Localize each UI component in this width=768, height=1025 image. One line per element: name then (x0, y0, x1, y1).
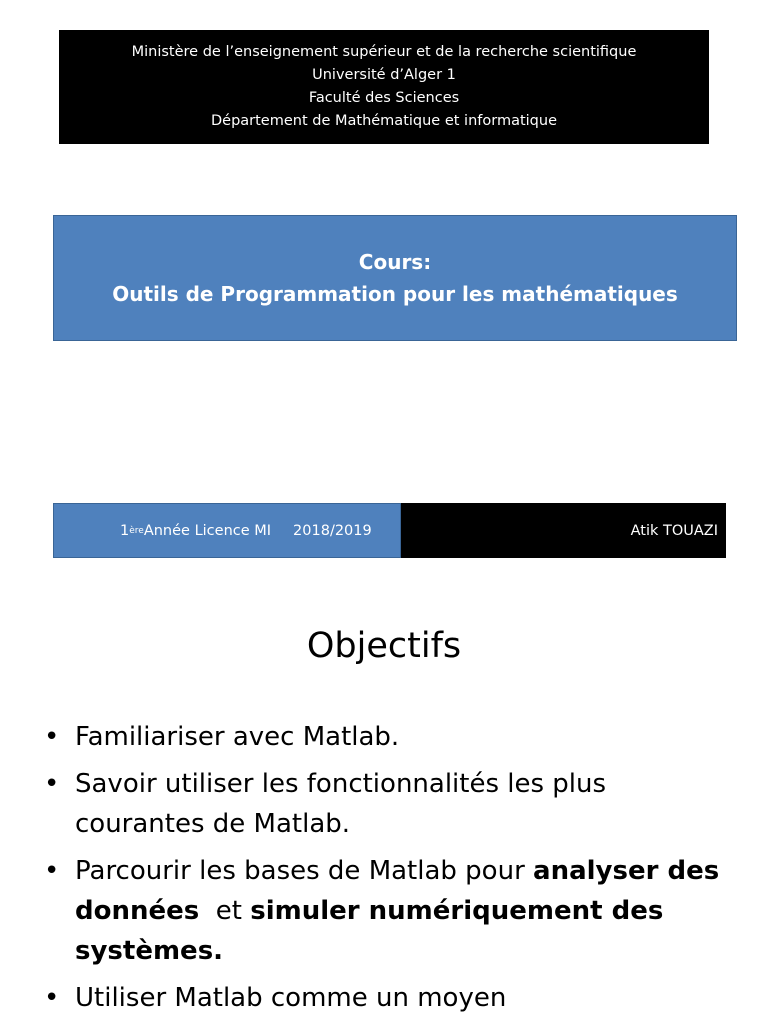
university-line: Université d’Alger 1 (312, 67, 456, 83)
objective-emphasis: simuler numériquement des systèmes. (75, 896, 664, 966)
bullet: • (44, 856, 60, 886)
ministry-line: Ministère de l’enseignement supérieur et de la recherche scientifique (131, 44, 637, 60)
faculty-line: Faculté des Sciences (308, 90, 460, 106)
objective-text: Savoir utiliser les fonctionnalités les plus courantes de Matlab. (75, 769, 607, 839)
author-panel (401, 503, 726, 558)
list-item (44, 764, 724, 844)
objectives-list (44, 717, 724, 1025)
course-title-box (53, 215, 737, 341)
info-bar (53, 503, 726, 558)
level-number: 1 (120, 522, 130, 539)
objectives-title: Objectifs (306, 626, 462, 666)
institution-header (59, 30, 709, 144)
list-item (44, 717, 724, 757)
objective-text: Parcourir les bases de Matlab pour (75, 856, 534, 886)
objective-text: Utiliser Matlab comme un moyen (75, 983, 507, 1013)
bullet: • (44, 769, 60, 799)
objective-text: Familiariser avec Matlab. (75, 722, 400, 752)
level-year-panel (53, 503, 401, 558)
department-line: Département de Mathématique et informatique (210, 113, 557, 129)
level-text: Année Licence MI (143, 522, 272, 539)
author-name: Atik TOUAZI (630, 522, 718, 539)
objective-emphasis: analyser des données (75, 856, 720, 926)
level-superscript: ère (129, 525, 144, 536)
bullet: • (44, 722, 60, 752)
list-item (44, 851, 724, 971)
course-title: Outils de Programmation pour les mathématiques (112, 282, 678, 306)
course-label: Cours: (358, 250, 432, 274)
bullet: • (44, 983, 60, 1013)
objective-text: et (199, 896, 251, 926)
list-item (44, 978, 724, 1018)
academic-year: 2018/2019 (293, 522, 372, 539)
